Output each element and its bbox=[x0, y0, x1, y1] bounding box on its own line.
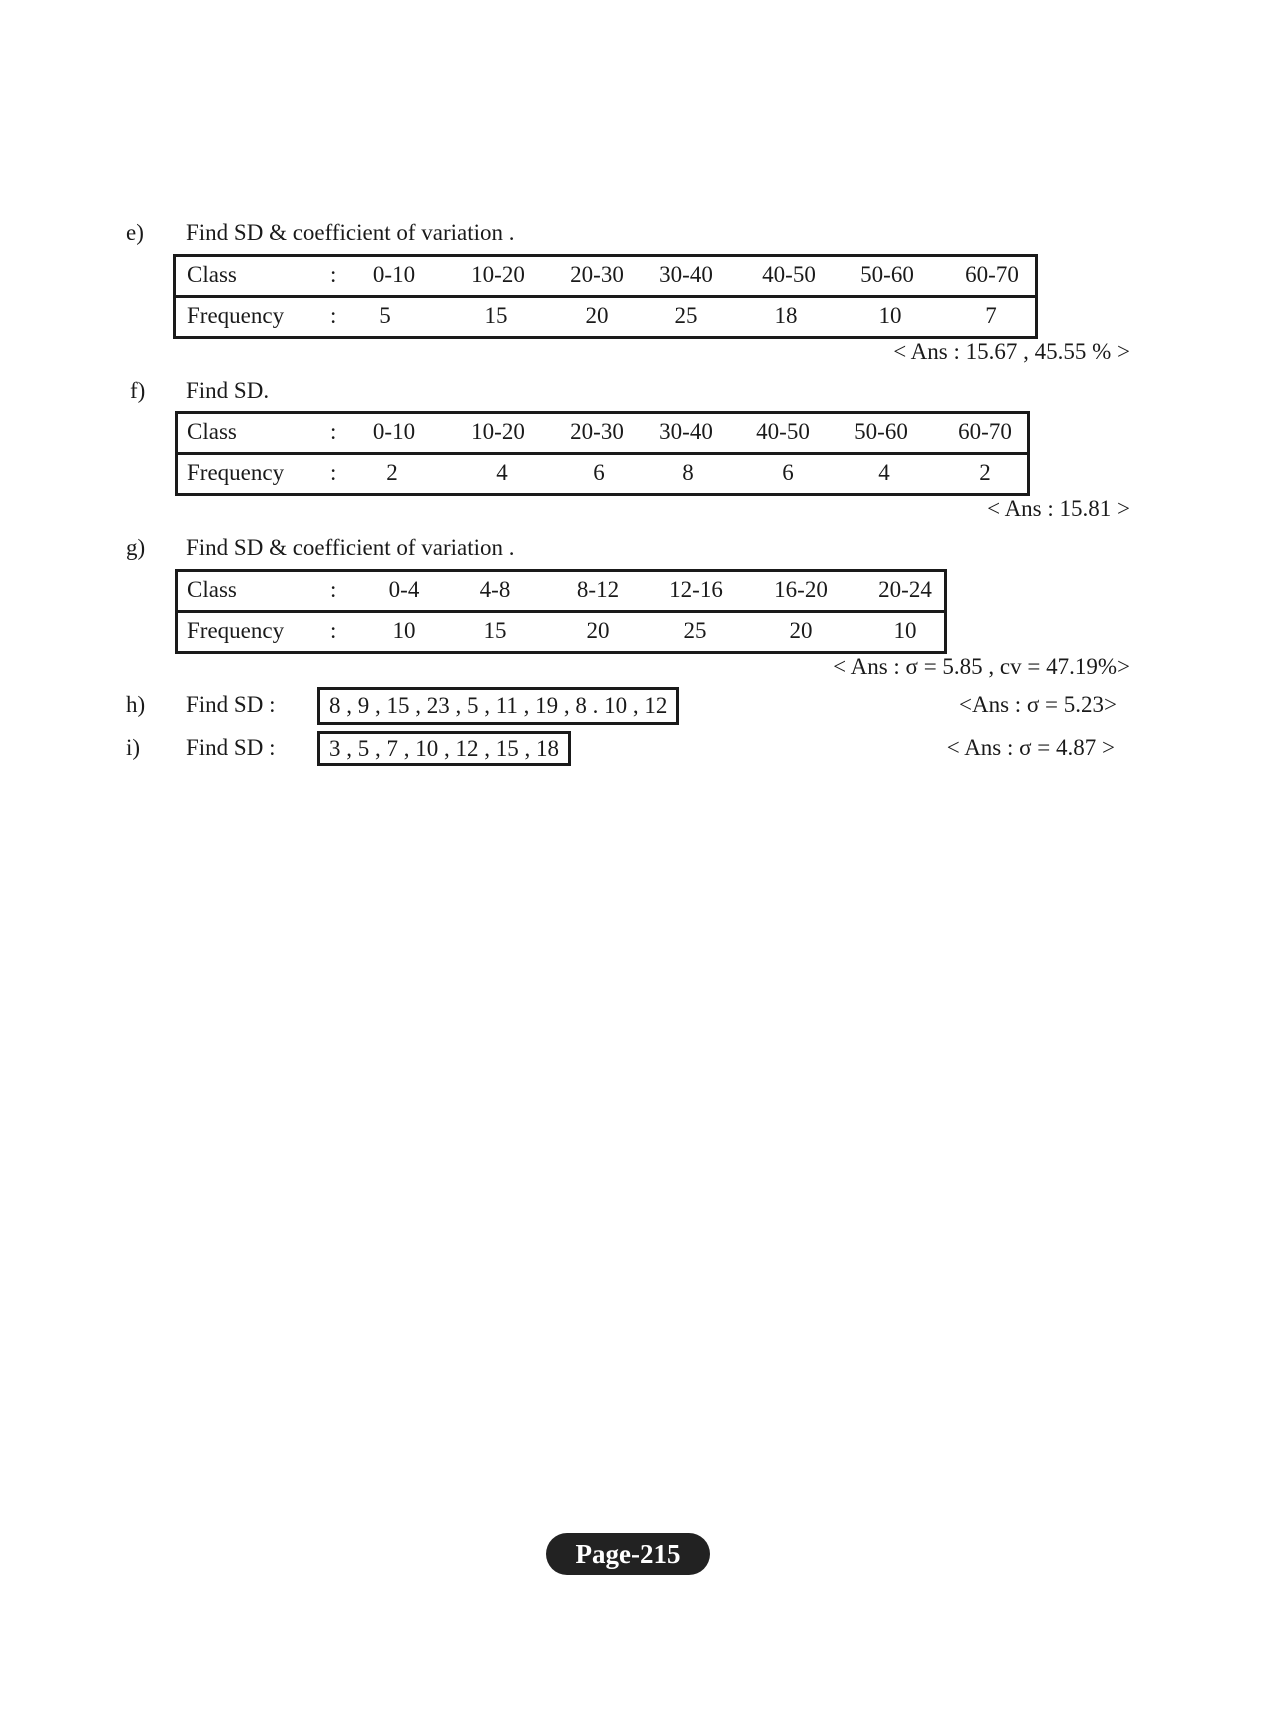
class-cell: 40-50 bbox=[762, 262, 816, 287]
class-row bbox=[178, 414, 1027, 452]
class-cell: 50-60 bbox=[854, 419, 908, 444]
frequency-row-label: Frequency bbox=[187, 303, 285, 328]
class-cell: 0-10 bbox=[372, 262, 416, 287]
frequency-cell: 5 bbox=[379, 303, 391, 328]
question-e-answer: < Ans : 15.67 , 45.55 % > bbox=[893, 339, 1130, 364]
frequency-cell: 4 bbox=[878, 460, 890, 485]
class-cell: 10-20 bbox=[471, 262, 525, 287]
class-row-label: Class bbox=[187, 577, 237, 602]
question-g-table bbox=[175, 569, 947, 654]
class-row-colon: : bbox=[330, 577, 337, 602]
class-cell: 10-20 bbox=[471, 419, 525, 444]
frequency-cell: 6 bbox=[782, 460, 794, 485]
class-row-label: Class bbox=[187, 419, 237, 444]
class-cell: 30-40 bbox=[659, 419, 713, 444]
class-row-colon: : bbox=[330, 262, 337, 287]
frequency-cell: 6 bbox=[593, 460, 605, 485]
frequency-row-colon: : bbox=[330, 303, 337, 328]
class-cell: 50-60 bbox=[860, 262, 914, 287]
question-h-values: 8 , 9 , 15 , 23 , 5 , 11 , 19 , 8 . 10 , 12 bbox=[317, 687, 679, 725]
class-row bbox=[176, 257, 1035, 295]
class-row-colon: : bbox=[330, 419, 337, 444]
frequency-cell: 7 bbox=[985, 303, 997, 328]
page-number-badge: Page-215 bbox=[546, 1533, 710, 1575]
class-row bbox=[178, 572, 944, 610]
question-i-answer: < Ans : σ = 4.87 > bbox=[946, 735, 1115, 760]
question-h-label: h) bbox=[126, 692, 146, 717]
question-e-table bbox=[173, 254, 1038, 339]
frequency-cell: 20 bbox=[586, 618, 610, 643]
frequency-cell: 2 bbox=[979, 460, 991, 485]
question-h-prompt: Find SD : bbox=[186, 692, 276, 717]
question-g-label: g) bbox=[126, 535, 146, 560]
frequency-cell: 10 bbox=[878, 303, 902, 328]
frequency-cell: 20 bbox=[585, 303, 609, 328]
question-f-table bbox=[175, 411, 1030, 496]
class-cell: 20-30 bbox=[570, 262, 624, 287]
frequency-cell: 15 bbox=[484, 303, 508, 328]
question-i-prompt: Find SD : bbox=[186, 735, 276, 760]
class-cell: 40-50 bbox=[756, 419, 810, 444]
class-row-label: Class bbox=[187, 262, 237, 287]
frequency-row-label: Frequency bbox=[187, 618, 285, 643]
class-cell: 20-24 bbox=[878, 577, 932, 602]
class-cell: 16-20 bbox=[774, 577, 828, 602]
question-f-prompt: Find SD. bbox=[186, 378, 270, 403]
class-cell: 4-8 bbox=[479, 577, 511, 602]
question-f-label: f) bbox=[130, 378, 146, 403]
class-cell: 20-30 bbox=[570, 419, 624, 444]
question-h-answer: <Ans : σ = 5.23> bbox=[958, 692, 1117, 717]
frequency-cell: 10 bbox=[893, 618, 917, 643]
class-cell: 12-16 bbox=[669, 577, 723, 602]
question-g-answer: < Ans : σ = 5.85 , cv = 47.19%> bbox=[833, 654, 1130, 679]
class-cell: 0-10 bbox=[372, 419, 416, 444]
class-cell: 60-70 bbox=[965, 262, 1019, 287]
frequency-cell: 8 bbox=[682, 460, 694, 485]
question-e-prompt: Find SD & coefficient of variation . bbox=[186, 220, 515, 245]
frequency-cell: 25 bbox=[683, 618, 707, 643]
frequency-row-label: Frequency bbox=[187, 460, 285, 485]
frequency-row bbox=[176, 295, 1035, 336]
question-f-answer: < Ans : 15.81 > bbox=[987, 496, 1130, 521]
question-e-label: e) bbox=[126, 220, 144, 245]
frequency-row bbox=[178, 452, 1027, 493]
question-g-prompt: Find SD & coefficient of variation . bbox=[186, 535, 515, 560]
frequency-cell: 15 bbox=[483, 618, 507, 643]
frequency-cell: 2 bbox=[386, 460, 398, 485]
question-i-label: i) bbox=[126, 735, 141, 760]
frequency-cell: 4 bbox=[496, 460, 508, 485]
class-cell: 8-12 bbox=[576, 577, 620, 602]
class-cell: 60-70 bbox=[958, 419, 1012, 444]
frequency-cell: 25 bbox=[674, 303, 698, 328]
class-cell: 30-40 bbox=[659, 262, 713, 287]
frequency-cell: 20 bbox=[789, 618, 813, 643]
frequency-row bbox=[178, 610, 944, 651]
frequency-row-colon: : bbox=[330, 618, 337, 643]
frequency-cell: 10 bbox=[392, 618, 416, 643]
question-i-values: 3 , 5 , 7 , 10 , 12 , 15 , 18 bbox=[317, 731, 571, 766]
frequency-row-colon: : bbox=[330, 460, 337, 485]
frequency-cell: 18 bbox=[774, 303, 798, 328]
class-cell: 0-4 bbox=[388, 577, 420, 602]
